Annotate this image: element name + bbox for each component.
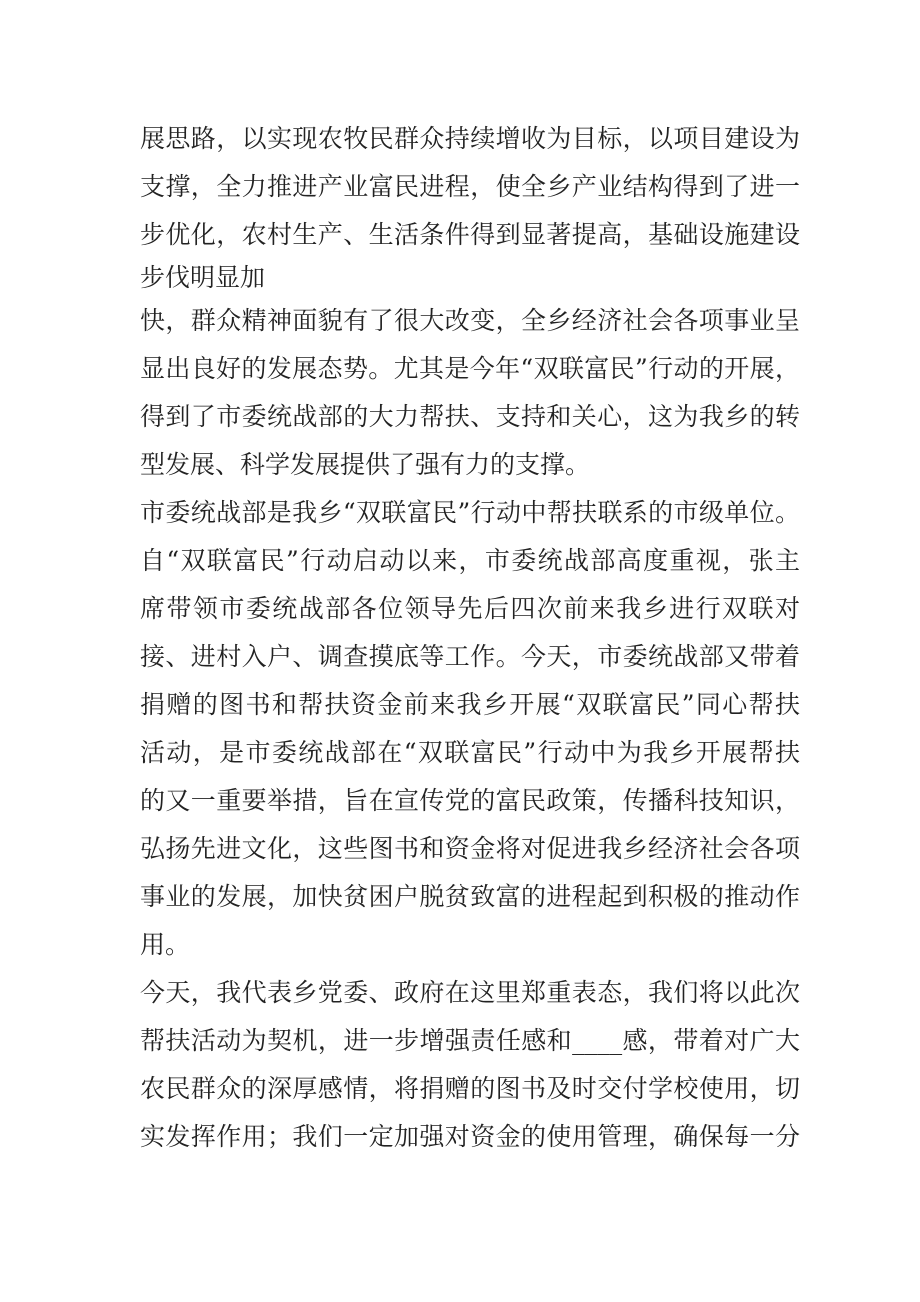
text-line: 型发展、科学发展提供了强有力的支撑。 xyxy=(140,450,591,479)
text-line: 支撑，全力推进产业富民进程，使全乡产业结构得到了进一 xyxy=(140,172,800,201)
body-text xyxy=(140,115,800,1161)
text-line: 用。 xyxy=(140,930,191,959)
text-line: 今天，我代表乡党委、政府在这里郑重表态，我们将以此次 xyxy=(140,978,800,1007)
text-line: 得到了市委统战部的大力帮扶、支持和关心，这为我乡的转 xyxy=(140,402,800,431)
text-line: 接、进村入户、调查摸底等工作。今天，市委统战部又带着 xyxy=(140,642,800,671)
text-line: 市委统战部是我乡“双联富民”行动中帮扶联系的市级单位。 xyxy=(140,498,800,527)
text-line: 显出良好的发展态势。尤其是今年“双联富民”行动的开展， xyxy=(140,354,800,383)
text-line: 席带领市委统战部各位领导先后四次前来我乡进行双联对 xyxy=(140,594,800,623)
text-line: 弘扬先进文化，这些图书和资金将对促进我乡经济社会各项 xyxy=(140,834,800,863)
text-line: 步优化，农村生产、生活条件得到显著提高，基础设施建设 xyxy=(140,220,800,249)
text-line: 快，群众精神面貌有了很大改变，全乡经济社会各项事业呈 xyxy=(140,306,800,335)
text-line: 活动，是市委统战部在“双联富民”行动中为我乡开展帮扶 xyxy=(140,738,800,767)
text-line: 事业的发展，加快贫困户脱贫致富的进程起到积极的推动作 xyxy=(140,882,800,911)
text-line: 的又一重要举措，旨在宣传党的富民政策，传播科技知识， xyxy=(140,786,800,815)
text-line: 农民群众的深厚感情，将捐赠的图书及时交付学校使用，切 xyxy=(140,1074,800,1103)
text-line: 捐赠的图书和帮扶资金前来我乡开展“双联富民”同心帮扶 xyxy=(140,690,800,719)
text-line: 展思路，以实现农牧民群众持续增收为目标，以项目建设为 xyxy=(140,124,800,153)
text-line: 自“双联富民”行动启动以来，市委统战部高度重视，张主 xyxy=(140,546,800,575)
text-line: 实发挥作用；我们一定加强对资金的使用管理，确保每一分 xyxy=(140,1122,800,1151)
text-line: 步伐明显加 xyxy=(140,263,266,292)
text-line: 帮扶活动为契机，进一步增强责任感和____感，带着对广大 xyxy=(140,1026,800,1055)
